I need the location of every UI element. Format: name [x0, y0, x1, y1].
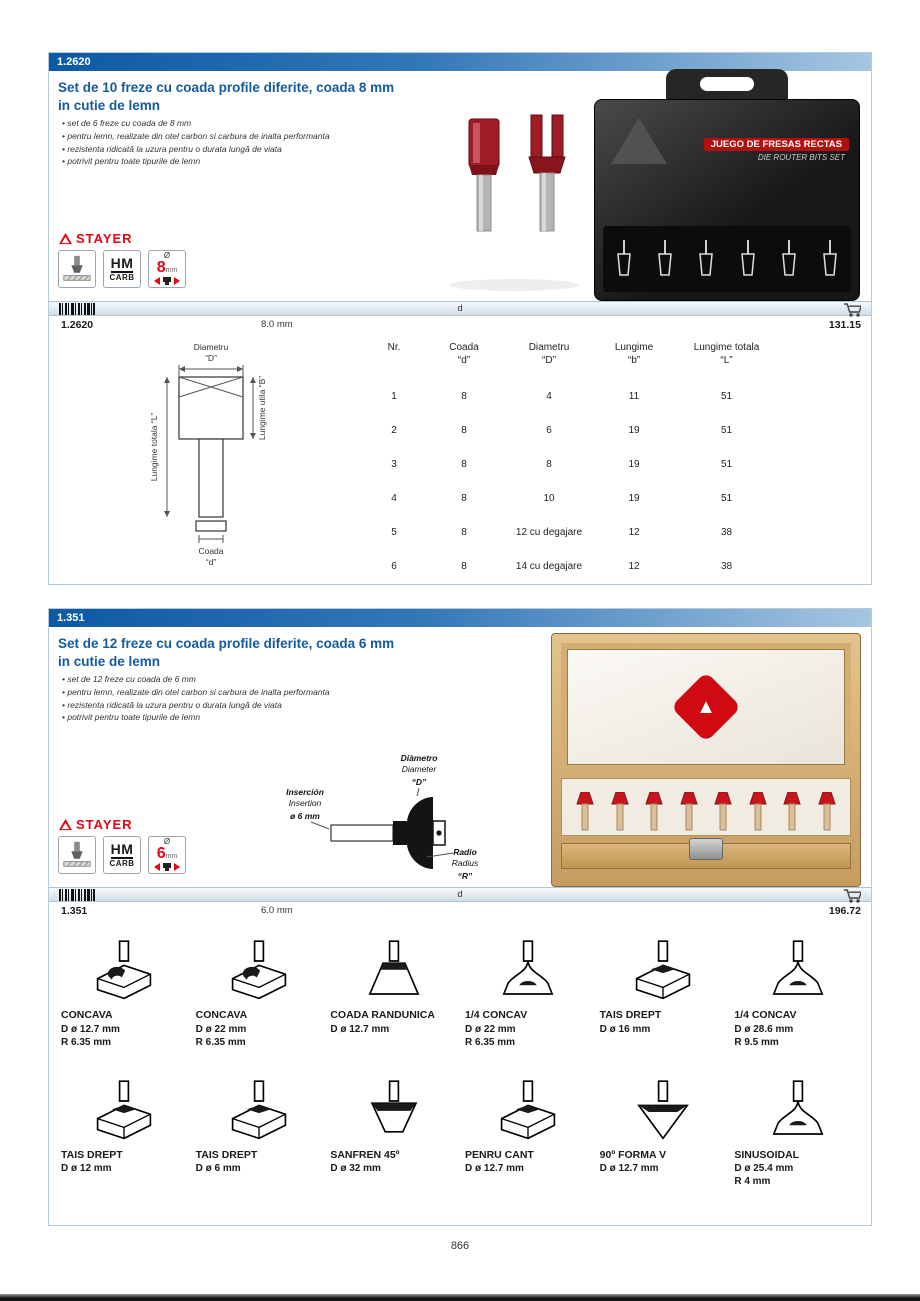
order-values-row — [49, 905, 871, 921]
red-bit-icon — [782, 792, 802, 832]
shank-diameter-value: 8.0 mm — [261, 319, 293, 330]
wood-application-icon — [58, 836, 96, 874]
profile-name: 90º FORMA V — [599, 1148, 667, 1161]
profile-name: SANFREN 45º — [330, 1148, 400, 1161]
router-bit-ogee-icon — [760, 1079, 836, 1145]
feature-bullet: • potrivit pentru toate tipurile de lemn — [62, 155, 492, 168]
profile-item — [461, 939, 596, 1049]
profile-item — [57, 1079, 192, 1189]
table-cell: 8 — [461, 526, 467, 538]
table-cell: 2 — [391, 424, 397, 436]
table-cell: 8 — [546, 458, 552, 470]
red-bit-icon — [610, 792, 630, 832]
stayer-diamond-logo-icon: ▲ — [671, 672, 742, 743]
red-bit-icon — [575, 792, 595, 832]
feature-bullet: • pentru lemn, realizate din otel carbon si carbura de inalta performanta — [62, 686, 492, 699]
profile-diameter: D ø 25.4 mm — [734, 1163, 794, 1175]
table-cell: 4 — [391, 492, 397, 504]
stayer-triangle-icon — [58, 232, 73, 245]
wood-router-icon — [61, 839, 93, 871]
header-text: Lungime totala — [693, 342, 760, 353]
table-cell: 11 — [628, 390, 640, 402]
shank-size-unit: mm — [165, 266, 178, 274]
table-cell: 19 — [628, 458, 640, 470]
profile-item — [596, 939, 731, 1049]
stayer-logo-text: STAYER — [76, 231, 133, 246]
table-cell: 14 cu degajare — [515, 560, 583, 572]
price-value: 131.15 — [828, 319, 861, 331]
box-front-panel — [561, 843, 851, 869]
diagram-label-radius: Radius — [451, 858, 479, 868]
product-box-image — [594, 69, 860, 301]
profile-name: TAIS DREPT — [599, 1009, 662, 1021]
profile-name: COADA RANDUNICA — [330, 1009, 435, 1021]
col-header-lungime — [599, 341, 669, 367]
router-bit-quarter-concave-icon — [760, 939, 836, 1005]
feature-bullet: • set de 6 freze cu coada de 8 mm — [62, 117, 492, 130]
feature-list — [62, 673, 492, 724]
diagram-label-radio: Radio — [453, 847, 477, 857]
bit-glyph-icon — [820, 237, 840, 281]
router-bit-chamfer-icon — [356, 1079, 432, 1145]
d-column-header: d — [457, 303, 463, 314]
profile-item — [326, 939, 461, 1049]
profiles-grid — [57, 939, 865, 1188]
red-bit-icon — [817, 792, 837, 832]
table-cell: 8 — [461, 560, 467, 572]
price-value: 196.72 — [828, 905, 861, 917]
table-cell: 3 — [391, 458, 397, 470]
diagram-label-diameter: Diameter — [401, 764, 437, 774]
table-row — [359, 379, 819, 413]
header-sub: “b” — [627, 355, 641, 366]
shank-arrows-icon — [154, 276, 180, 286]
table-cell: 19 — [628, 492, 640, 504]
profile-diameter: D ø 22 mm — [195, 1023, 247, 1035]
feature-bullet: • rezistenta ridicată la uzura pentru o durata lungă de viata — [62, 699, 492, 712]
profile-diameter: D ø 12 mm — [61, 1163, 112, 1175]
table-row — [359, 413, 819, 447]
table-cell: 8 — [461, 492, 467, 504]
table-header-row — [359, 341, 819, 367]
header-text: Nr. — [387, 342, 401, 353]
diagram-label-lungime-utila: Lungime utila “B” — [257, 375, 267, 441]
product-title-line2: in cutie de lemn — [58, 97, 161, 113]
table-cell: 10 — [543, 492, 555, 504]
roundover-bit-drawing — [267, 749, 502, 889]
profile-item — [596, 1079, 731, 1189]
hm-label: HM — [110, 841, 134, 858]
red-bit-icon — [713, 792, 733, 832]
table-cell: 6 — [546, 424, 552, 436]
product-title-line1: Set de 10 freze cu coada profile diferite, coada 8 mm — [58, 80, 395, 95]
router-bit-straight-icon — [625, 939, 701, 1005]
router-bit-v-groove-icon — [625, 1079, 701, 1145]
diagram-label-diametro: Diàmetro — [400, 753, 438, 763]
profile-diameter: D ø 22 mm — [465, 1023, 516, 1035]
col-header-lungime-totala — [669, 341, 784, 367]
table-cell: 38 — [720, 526, 733, 538]
profile-name: TAIS DREPT — [61, 1148, 123, 1161]
profile-item — [192, 1079, 327, 1189]
profile-radius: R 6.35 mm — [465, 1036, 516, 1048]
profile-name: TAIS DREPT — [195, 1148, 258, 1161]
feature-list — [62, 117, 492, 168]
router-bit-concave-icon — [86, 939, 162, 1005]
profile-name: 1/4 CONCAV — [465, 1009, 528, 1021]
bit-glyph-icon — [779, 237, 799, 281]
carb-label: CARB — [109, 272, 135, 282]
header-sub: “D” — [542, 355, 556, 366]
carb-label: CARB — [109, 858, 135, 868]
router-bit-concave-icon — [221, 939, 297, 1005]
router-bit-edge-icon — [490, 1079, 566, 1145]
profile-radius: R 6.35 mm — [61, 1036, 112, 1048]
router-bit-dovetail-icon — [356, 939, 432, 1005]
col-header-diametru — [499, 341, 599, 367]
bit-glyph-icon — [655, 237, 675, 281]
stayer-logo — [58, 817, 133, 832]
shank-arrows-icon — [154, 862, 180, 872]
dimension-diagram — [149, 339, 339, 579]
shank-diameter-value: 6.0 mm — [261, 905, 293, 916]
wood-application-icon — [58, 250, 96, 288]
stayer-logo — [58, 231, 133, 246]
hm-carb-badge — [103, 836, 141, 874]
profile-diameter: D ø 32 mm — [330, 1163, 381, 1175]
hm-label: HM — [110, 255, 134, 272]
barcode-icon — [59, 889, 95, 901]
bit-glyph-icon — [738, 237, 758, 281]
order-values-row — [49, 319, 871, 335]
table-row — [359, 515, 819, 549]
diagram-label-insertion-value: ø 6 mm — [290, 811, 320, 821]
order-info-bar — [49, 887, 871, 902]
feature-bullet: • set de 12 freze cu coada de 6 mm — [62, 673, 492, 686]
profile-diameter: D ø 6 mm — [195, 1163, 241, 1175]
table-cell: 12 — [628, 560, 640, 572]
article-code: 1.2620 — [61, 319, 94, 331]
shank-size-badge — [148, 250, 186, 288]
product-title-line1: Set de 12 freze cu coada profile diferite, coada 6 mm — [58, 636, 395, 651]
profile-diameter: D ø 28.6 mm — [734, 1023, 794, 1035]
header-sub: “d” — [457, 355, 471, 366]
profile-item — [326, 1079, 461, 1189]
profile-name: 1/4 CONCAV — [734, 1009, 797, 1021]
application-badges — [58, 836, 186, 874]
profile-radius: R 9.5 mm — [734, 1036, 779, 1048]
section-code: 1.2620 — [57, 56, 91, 68]
diagram-label-coada: Coada — [198, 546, 224, 556]
profile-item — [461, 1079, 596, 1189]
bit-glyph-icon — [614, 237, 634, 281]
feature-bullet: • potrivit pentru toate tipurile de lemn — [62, 711, 492, 724]
profile-item — [730, 939, 865, 1049]
order-info-bar — [49, 301, 871, 316]
table-cell: 5 — [391, 526, 397, 538]
red-bit-icon — [679, 792, 699, 832]
profile-item — [192, 939, 327, 1049]
table-row — [359, 447, 819, 481]
diagram-label-coada-d: “d” — [205, 557, 217, 567]
bit-dimension-drawing — [149, 339, 339, 574]
box-glass-lid — [561, 643, 851, 771]
product-title-line2: in cutie de lemn — [58, 653, 161, 669]
table-cell: 51 — [720, 424, 733, 436]
stayer-logo-text: STAYER — [76, 817, 133, 832]
table-cell: 38 — [720, 560, 733, 572]
table-cell: 51 — [720, 458, 733, 470]
profile-radius: R 4 mm — [734, 1176, 771, 1188]
profile-diameter: D ø 12.7 mm — [599, 1163, 659, 1175]
package-hanger-hole — [700, 77, 754, 91]
profile-diagram — [267, 749, 502, 894]
diameter-symbol: Ø — [163, 836, 171, 846]
diagram-label-d: “D” — [205, 353, 217, 363]
profile-diameter: D ø 12.7 mm — [330, 1023, 390, 1035]
cart-icon — [843, 302, 861, 317]
table-cell: 8 — [461, 424, 467, 436]
product-section-1-351 — [48, 608, 872, 1226]
barcode-icon — [59, 303, 95, 315]
table-cell: 8 — [461, 390, 467, 402]
red-bit-icon — [748, 792, 768, 832]
hm-carb-badge — [103, 250, 141, 288]
table-cell: 4 — [546, 390, 552, 402]
table-cell: 8 — [461, 458, 467, 470]
application-badges — [58, 250, 186, 288]
col-header-nr — [359, 341, 429, 367]
profile-item — [730, 1079, 865, 1189]
table-cell: 1 — [391, 390, 397, 402]
page-number: 866 — [450, 1240, 470, 1252]
table-cell: 12 — [628, 526, 640, 538]
diagram-label-lungime-totala: Lungime totala “L” — [149, 412, 159, 482]
table-row — [359, 481, 819, 515]
header-text: Diametru — [528, 342, 570, 353]
router-bit-straight-icon — [86, 1079, 162, 1145]
profile-radius: R 6.35 mm — [195, 1036, 246, 1048]
profile-diameter: D ø 16 mm — [599, 1023, 651, 1035]
profile-name: SINUSOIDAL — [734, 1148, 800, 1161]
bit-glyph-icon — [696, 237, 716, 281]
cart-icon — [843, 888, 861, 903]
feature-bullet: • rezistenta ridicată la uzura pentru o durata lungă de viata — [62, 143, 492, 156]
diagram-label-insercion: Inserción — [286, 787, 324, 797]
header-sub: “L” — [720, 355, 733, 366]
package-body — [594, 99, 860, 301]
product-section-1-2620 — [48, 52, 872, 585]
col-header-coada — [429, 341, 499, 367]
header-text: Coada — [449, 342, 479, 353]
table-cell: 19 — [628, 424, 640, 436]
shank-size-value: 8 — [156, 258, 166, 276]
profile-name: CONCAVA — [195, 1009, 248, 1021]
diameter-symbol: Ø — [163, 250, 171, 260]
profile-diameter: D ø 12.7 mm — [61, 1023, 120, 1035]
table-cell: 6 — [391, 560, 397, 572]
diagram-label-r-symbol: “R” — [457, 871, 473, 881]
router-bit-straight-icon — [221, 1079, 297, 1145]
dimensions-table — [359, 341, 819, 583]
box-clasp — [689, 838, 723, 860]
section-code-bar — [49, 609, 871, 627]
profile-item — [57, 939, 192, 1049]
shank-size-badge — [148, 836, 186, 874]
table-cell: 51 — [720, 492, 733, 504]
profile-name: PENRU CANT — [465, 1148, 534, 1161]
wooden-box-image — [551, 633, 861, 887]
box-bits-row — [561, 778, 851, 836]
feature-bullet: • pentru lemn, realizate din otel carbon si carbura de inalta performanta — [62, 130, 492, 143]
table-cell: 51 — [720, 390, 733, 402]
table-cell: 12 cu degajare — [515, 526, 583, 538]
red-bit-icon — [644, 792, 664, 832]
footer-bar — [0, 1294, 920, 1301]
package-subtitle: DIE ROUTER BITS SET — [757, 153, 845, 162]
diagram-label-diametru: Diametru — [193, 342, 229, 352]
router-bits-photo — [439, 105, 589, 300]
profile-name: CONCAVA — [61, 1009, 113, 1021]
wood-router-icon — [61, 253, 93, 285]
header-text: Lungime — [614, 342, 654, 353]
profile-diameter: D ø 12.7 mm — [465, 1163, 524, 1175]
table-row — [359, 549, 819, 583]
d-column-header: d — [457, 889, 463, 900]
diagram-label-d-symbol: “D” — [411, 777, 427, 787]
router-bit-quarter-concave-icon — [490, 939, 566, 1005]
diagram-label-insertion: Insertion — [288, 798, 322, 808]
shank-size-unit: mm — [165, 852, 178, 860]
package-triangle-logo-icon — [611, 118, 667, 164]
article-code: 1.351 — [61, 905, 88, 917]
shank-size-value: 6 — [156, 844, 166, 862]
two-router-bits-image — [439, 105, 589, 295]
package-bits-row — [603, 226, 851, 292]
package-title: JUEGO DE FRESAS RECTAS — [704, 138, 849, 151]
product-title — [58, 635, 548, 671]
stayer-triangle-icon — [58, 818, 73, 831]
section-code: 1.351 — [57, 612, 85, 624]
